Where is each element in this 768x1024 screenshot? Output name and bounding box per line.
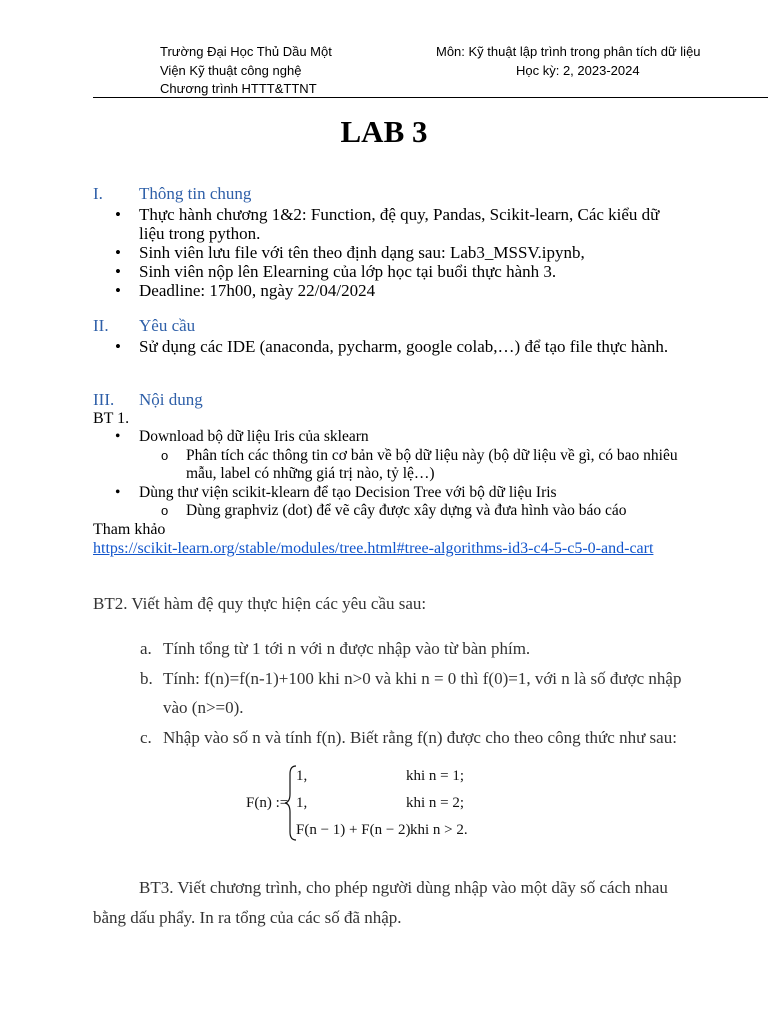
section-title: Yêu cầu (139, 316, 196, 335)
list-item (139, 484, 684, 521)
section-title: Thông tin chung (139, 184, 252, 203)
requirements-list (139, 337, 684, 356)
section-number: II. (93, 316, 109, 335)
list-item: • Sinh viên lưu file với tên theo định dạng sau: Lab3_MSSV.ipynb, (139, 243, 684, 262)
list-item: • Sử dụng các IDE (anaconda, pycharm, google colab,…) để tạo file thực hành. (139, 337, 684, 356)
header-divider (93, 97, 768, 98)
reference-label: Tham khảo (93, 521, 166, 538)
reference-link[interactable]: https://scikit-learn.org/stable/modules/tree.html#tree-algorithms-id3-c4-5-c5-0-and-cart (93, 540, 654, 557)
sub-list (139, 447, 684, 484)
item-label: b. (140, 668, 153, 688)
section-number: III. (93, 390, 115, 409)
semester: Học kỳ: 2, 2023-2024 (516, 62, 640, 78)
formula-case-condition: khi n = 1; (406, 768, 465, 784)
sub-list-item: o Phân tích các thông tin cơ bản về bộ dữ liệu này (bộ dữ liệu về gì, có bao nhiêu mẫu, label có những giá trị nào, tỷ lệ…) (186, 447, 684, 484)
bt3-text: BT3. Viết chương trình, cho phép người dùng nhập vào một dãy số cách nhau bằng dấu phẩy. In ra tổng của các số đã nhập. (93, 878, 668, 927)
formula-case-value: F(n − 1) + F(n − 2) (296, 822, 411, 838)
list-item (139, 428, 684, 484)
sub-list (139, 502, 684, 521)
university-name: Trường Đại Học Thủ Dầu Một (160, 44, 332, 59)
section-heading-general-info (93, 184, 251, 204)
reference-link-container (93, 540, 668, 558)
list-item: • Sinh viên nộp lên Elearning của lớp học tại buổi thực hành 3. (139, 262, 684, 281)
formula-lhs: F(n) := (246, 795, 289, 811)
item-text: Nhập vào số n và tính f(n). Biết rằng f(n) được cho theo công thức như sau: (163, 727, 677, 747)
list-item: • Deadline: 17h00, ngày 22/04/2024 (139, 281, 684, 300)
bt1-list (139, 428, 684, 521)
bt2-intro: BT2. Viết hàm đệ quy thực hiện các yêu cầu sau: (93, 594, 427, 613)
header-right (436, 43, 736, 80)
general-info-list (139, 205, 684, 300)
item-text: Tính: f(n)=f(n-1)+100 khi n>0 và khi n = 0 thì f(0)=1, với n là số được nhập vào (n>=0). (163, 668, 682, 717)
bt2-list (140, 634, 683, 752)
bt1-item-download: Download bộ dữ liệu Iris của sklearn (139, 428, 369, 445)
fibonacci-formula (246, 760, 476, 845)
section-title: Nội dung (139, 390, 203, 409)
section-heading-requirements (93, 316, 195, 336)
item-label: a. (140, 639, 152, 658)
program-name: Chương trình HTTT&TTNT (160, 81, 317, 96)
section-heading-content (93, 390, 203, 410)
institute-name: Viện Kỹ thuật công nghệ (160, 62, 302, 78)
bt1-label: BT 1. (93, 410, 130, 427)
item-label: c. (140, 727, 152, 747)
formula-case-value: 1, (296, 795, 308, 811)
section-number: I. (93, 184, 103, 203)
list-item (140, 664, 683, 723)
formula-case-condition: khi n > 2. (410, 822, 468, 838)
list-item: • Thực hành chương 1&2: Function, đệ quy, Pandas, Scikit-learn, Các kiểu dữ liệu trong python. (139, 205, 684, 243)
list-item (140, 723, 683, 753)
item-text: Tính tổng từ 1 tới n với n được nhập vào từ bàn phím. (163, 639, 531, 658)
formula-brace (285, 766, 296, 840)
bt1-item-decision-tree: Dùng thư viện scikit-klearn để tạo Decision Tree với bộ dữ liệu Iris (139, 483, 557, 501)
sub-list-item: o Dùng graphviz (dot) để vẽ cây được xây dựng và đưa hình vào báo cáo (186, 502, 684, 521)
header-left (160, 43, 332, 99)
list-item (140, 634, 683, 664)
formula-case-value: 1, (296, 768, 308, 784)
page-title: LAB 3 (340, 114, 428, 149)
course-name: Môn: Kỹ thuật lập trình trong phân tích dữ liệu (436, 44, 701, 59)
formula-case-condition: khi n = 2; (406, 795, 465, 811)
